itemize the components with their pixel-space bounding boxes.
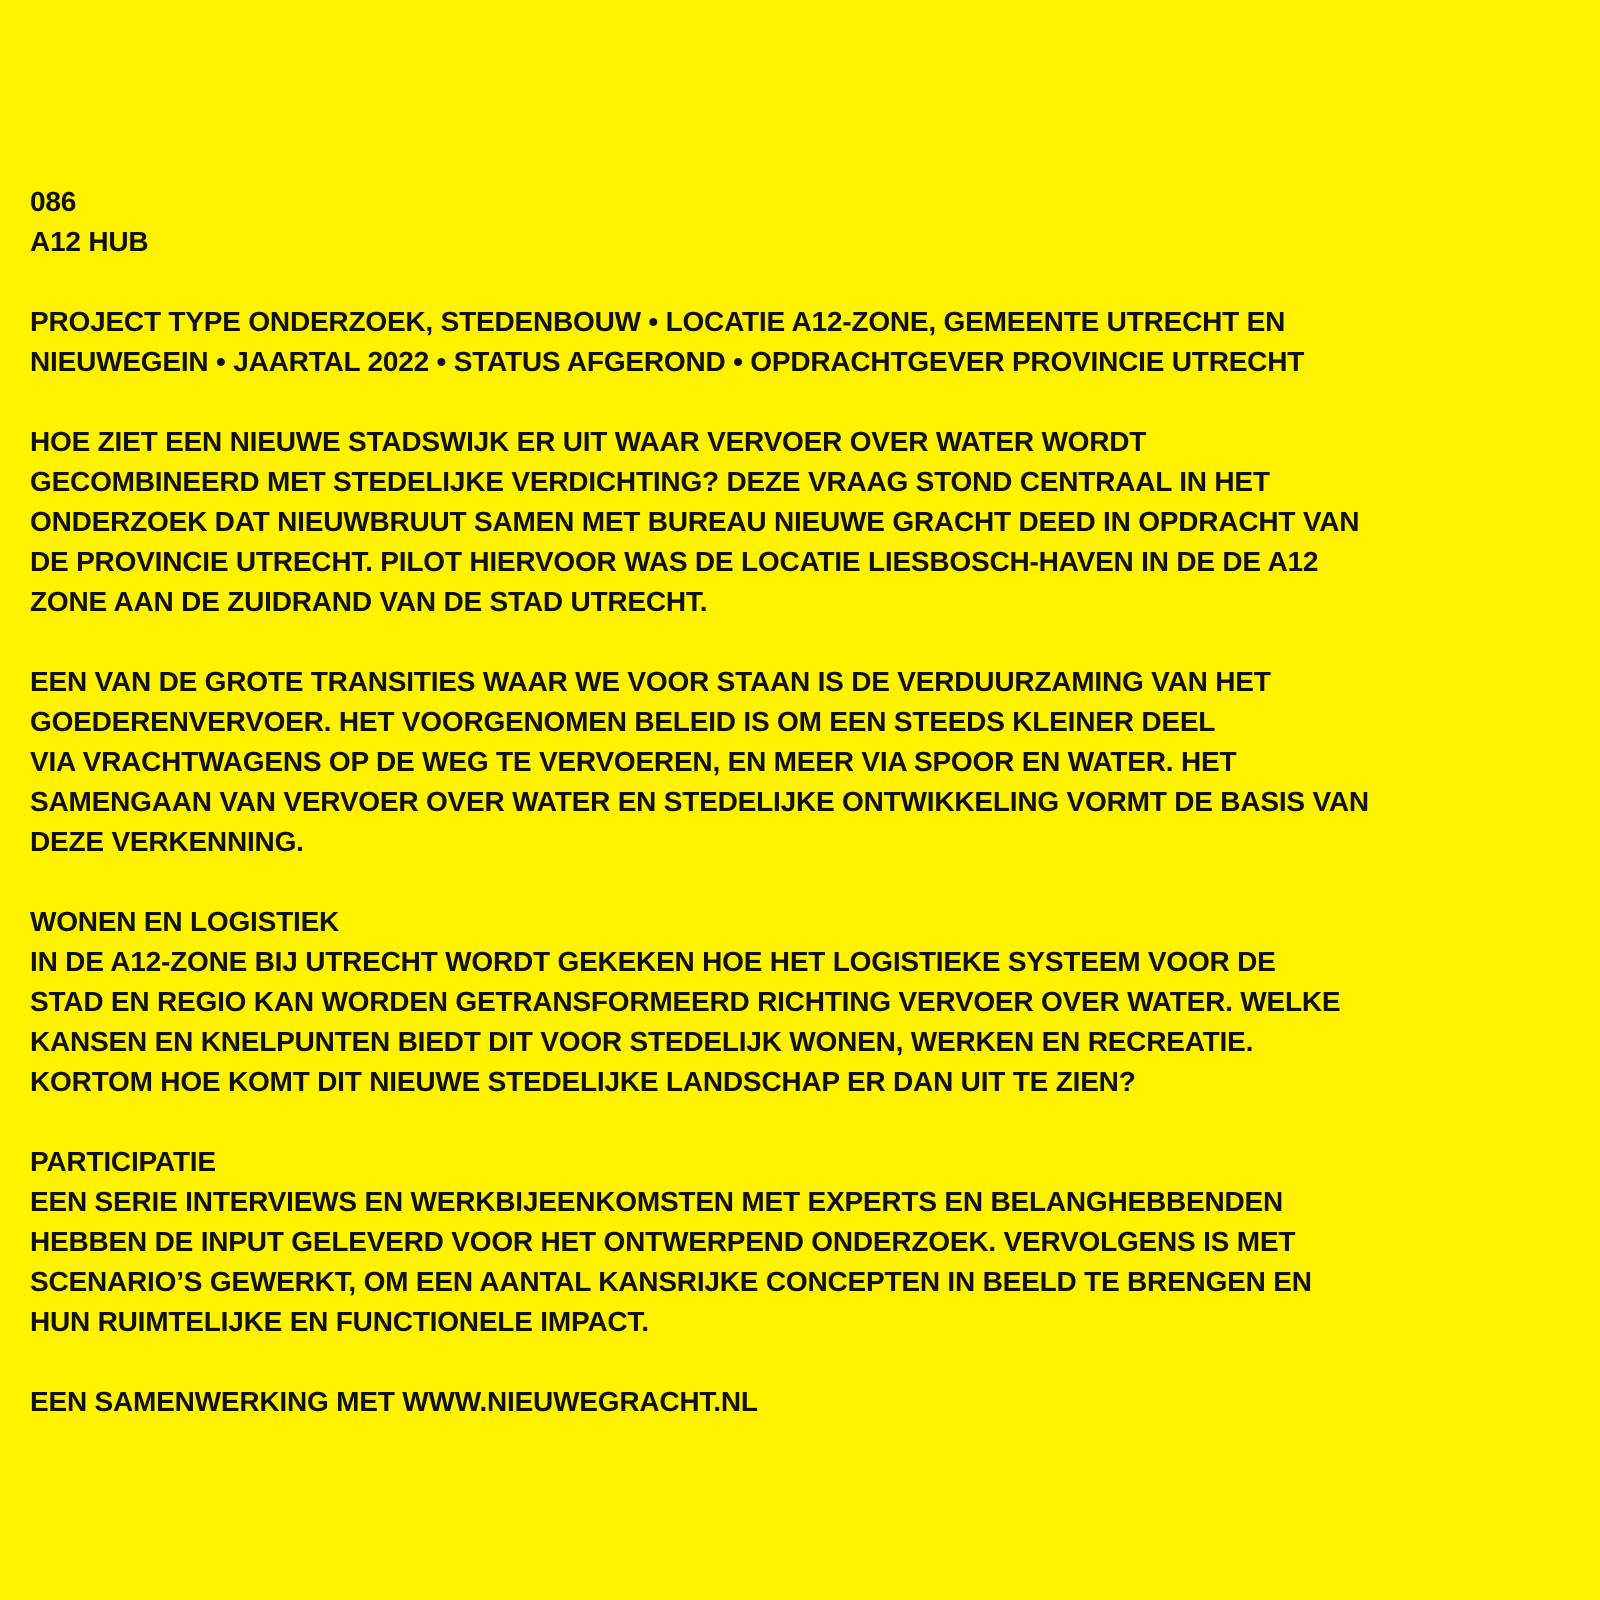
transition-line: SAMENGAAN VAN VERVOER OVER WATER EN STEDELIJKE ONTWIKKELING VORMT DE BASIS VAN [30, 786, 1369, 817]
intro-line: ZONE AAN DE ZUIDRAND VAN DE STAD UTRECHT. [30, 586, 708, 617]
participatie-section [30, 1142, 1575, 1342]
wonen-section [30, 902, 1575, 1102]
transition-line: DEZE VERKENNING. [30, 826, 304, 857]
wonen-line: STAD EN REGIO KAN WORDEN GETRANSFORMEERD RICHTING VERVOER OVER WATER. WELKE [30, 986, 1341, 1017]
intro-line: HOE ZIET EEN NIEUWE STADSWIJK ER UIT WAAR VERVOER OVER WATER WORDT [30, 426, 1147, 457]
participatie-line: HUN RUIMTELIJKE EN FUNCTIONELE IMPACT. [30, 1306, 649, 1337]
transition-line: GOEDERENVERVOER. HET VOORGENOMEN BELEID IS OM EEN STEEDS KLEINER DEEL [30, 706, 1216, 737]
intro-line: GECOMBINEERD MET STEDELIJKE VERDICHTING? DEZE VRAAG STOND CENTRAAL IN HET [30, 466, 1270, 497]
transition-line: EEN VAN DE GROTE TRANSITIES WAAR WE VOOR STAAN IS DE VERDUURZAMING VAN HET [30, 666, 1271, 697]
meta-line: PROJECT TYPE ONDERZOEK, STEDENBOUW • LOCATIE A12-ZONE, GEMEENTE UTRECHT EN [30, 306, 1286, 337]
participatie-line: SCENARIO’S GEWERKT, OM EEN AANTAL KANSRIJKE CONCEPTEN IN BEELD TE BRENGEN EN [30, 1266, 1312, 1297]
wonen-line: KORTOM HOE KOMT DIT NIEUWE STEDELIJKE LANDSCHAP ER DAN UIT TE ZIEN? [30, 1066, 1136, 1097]
project-header [30, 182, 1575, 262]
collaboration-link-text: EEN SAMENWERKING MET WWW.NIEUWEGRACHT.NL [30, 1386, 758, 1417]
intro-paragraph [30, 422, 1575, 622]
project-number: 086 [30, 186, 77, 217]
wonen-line: KANSEN EN KNELPUNTEN BIEDT DIT VOOR STEDELIJK WONEN, WERKEN EN RECREATIE. [30, 1026, 1254, 1057]
collaboration-note [30, 1382, 1575, 1422]
wonen-line: IN DE A12-ZONE BIJ UTRECHT WORDT GEKEKEN HOE HET LOGISTIEKE SYSTEEM VOOR DE [30, 946, 1276, 977]
wonen-heading: WONEN EN LOGISTIEK [30, 906, 340, 937]
participatie-heading: PARTICIPATIE [30, 1146, 216, 1177]
intro-line: ONDERZOEK DAT NIEUWBRUUT SAMEN MET BUREAU NIEUWE GRACHT DEED IN OPDRACHT VAN [30, 506, 1360, 537]
participatie-line: EEN SERIE INTERVIEWS EN WERKBIJEENKOMSTEN MET EXPERTS EN BELANGHEBBENDEN [30, 1186, 1284, 1217]
project-meta [30, 302, 1575, 382]
project-page [30, 182, 1575, 1422]
meta-line: NIEUWEGEIN • JAARTAL 2022 • STATUS AFGEROND • OPDRACHTGEVER PROVINCIE UTRECHT [30, 346, 1305, 377]
intro-line: DE PROVINCIE UTRECHT. PILOT HIERVOOR WAS DE LOCATIE LIESBOSCH-HAVEN IN DE DE A12 [30, 546, 1319, 577]
participatie-line: HEBBEN DE INPUT GELEVERD VOOR HET ONTWERPEND ONDERZOEK. VERVOLGENS IS MET [30, 1226, 1296, 1257]
transition-paragraph [30, 662, 1575, 862]
project-title: A12 HUB [30, 226, 149, 257]
transition-line: VIA VRACHTWAGENS OP DE WEG TE VERVOEREN, EN MEER VIA SPOOR EN WATER. HET [30, 746, 1237, 777]
